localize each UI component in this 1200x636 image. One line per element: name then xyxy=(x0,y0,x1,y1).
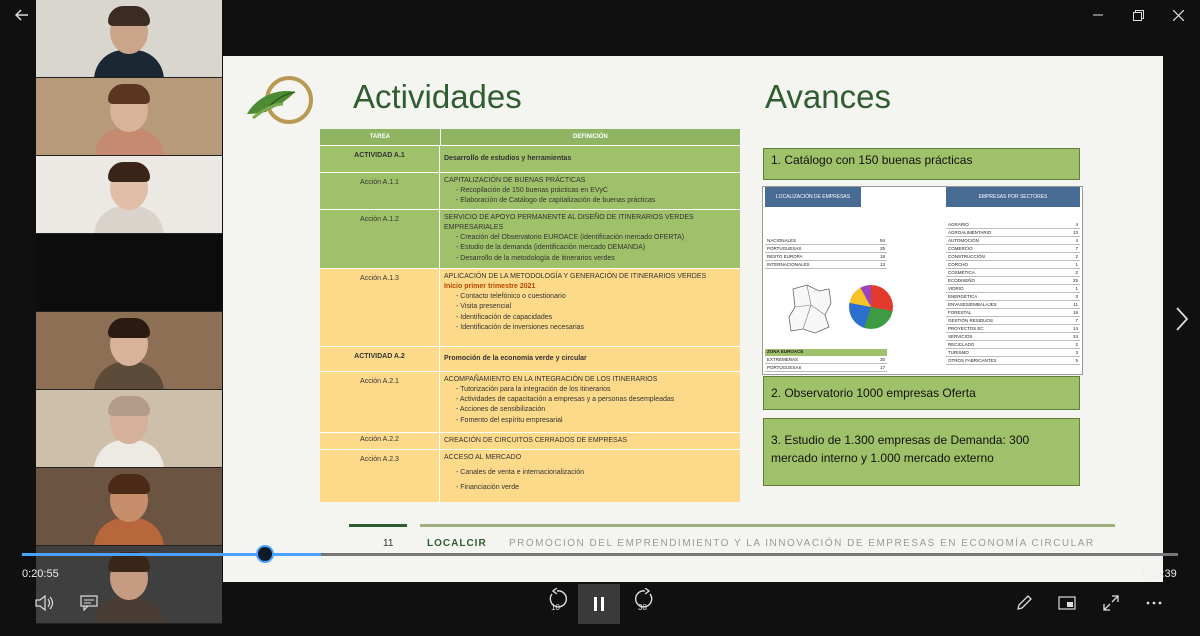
row-value: 94 xyxy=(879,238,885,243)
row-label: RECICLADO xyxy=(948,342,975,347)
table-row xyxy=(320,432,740,449)
avance-2: 2. Observatorio 1000 empresas Oferta xyxy=(763,376,1080,410)
table-row xyxy=(946,317,1080,325)
slide-title-actividades: Actividades xyxy=(353,78,522,115)
table-row xyxy=(946,221,1080,229)
avance-1: 1. Catálogo con 150 buenas prácticas xyxy=(763,148,1080,180)
table-row xyxy=(320,449,740,502)
list-item: - Recopilación de 150 buenas prácticas en EVyC xyxy=(444,186,736,196)
action-title: ACOMPAÑAMIENTO EN LA INTEGRACIÓN DE LOS ITINERARIOS xyxy=(444,376,658,383)
rewind-label: 10 xyxy=(551,603,560,612)
mini-view-icon[interactable] xyxy=(1055,592,1079,614)
list-item: - Actividades de capacitación a empresas y a personas desempleadas xyxy=(444,395,736,405)
table-row xyxy=(946,349,1080,357)
table-row xyxy=(946,341,1080,349)
header-tarea: TAREA xyxy=(320,129,441,145)
table-row xyxy=(946,269,1080,277)
elapsed-time: 0:20:55 xyxy=(22,568,59,580)
participant-hair xyxy=(108,84,150,104)
action-label: Acción A.2.3 xyxy=(320,450,440,502)
list-item: - Fomento del espíritu empresarial xyxy=(444,416,736,426)
table-row xyxy=(946,301,1080,309)
table-row xyxy=(946,237,1080,245)
action-definition xyxy=(440,450,740,502)
seek-thumb[interactable] xyxy=(256,545,274,563)
pie-chart-icon xyxy=(849,285,893,329)
seek-bar[interactable] xyxy=(22,553,1178,556)
action-label: Acción A.2.1 xyxy=(320,372,440,432)
localizacion-table xyxy=(765,237,887,269)
list-item: - Identificación de inversiones necesarias xyxy=(444,323,736,333)
volume-icon[interactable] xyxy=(34,592,56,614)
row-label: ENVASES/EMBALAJES xyxy=(948,302,997,307)
restore-button[interactable] xyxy=(1118,0,1158,30)
list-item: - Canales de venta e internacionalización xyxy=(444,468,736,478)
table-row xyxy=(765,356,887,364)
row-value: 7 xyxy=(1075,318,1078,323)
action-definition xyxy=(440,269,740,346)
table-row xyxy=(765,253,887,261)
fullscreen-icon[interactable] xyxy=(1099,592,1123,614)
participant-tile[interactable] xyxy=(36,234,222,312)
row-label: PORTUGUESAS xyxy=(767,365,802,370)
participant-hair xyxy=(108,162,150,182)
table-row xyxy=(320,209,740,268)
action-definition xyxy=(440,173,740,209)
list-item: - Desarrollo de la metodología de itinerarios verdes xyxy=(444,254,736,264)
list-item: - Tutorización para la integración de los itinerarios xyxy=(444,385,736,395)
table-row xyxy=(946,245,1080,253)
table-row xyxy=(946,333,1080,341)
action-label: Acción A.2.2 xyxy=(320,433,440,449)
participant-tile[interactable] xyxy=(36,78,222,156)
table-row xyxy=(946,357,1080,365)
chevron-right-icon[interactable] xyxy=(1175,306,1189,339)
table-header xyxy=(320,129,740,145)
action-note: Inicio primer trimestre 2021 xyxy=(444,283,536,291)
row-value: 14 xyxy=(1072,326,1078,331)
row-label: ENERGÉTICA xyxy=(948,294,978,299)
participant-tile[interactable] xyxy=(36,312,222,390)
table-row xyxy=(320,172,740,209)
action-title: ACCESO AL MERCADO xyxy=(444,454,522,461)
row-label: CONSTRUCCIÓN xyxy=(948,254,985,259)
participant-hair xyxy=(108,474,150,494)
back-arrow-icon[interactable] xyxy=(10,4,34,26)
activity-code: ACTIVIDAD A.2 xyxy=(320,347,440,371)
table-row xyxy=(320,371,740,432)
row-label: GESTIÓN RESIDUOS xyxy=(948,318,994,323)
table-row xyxy=(946,309,1080,317)
table-row xyxy=(765,261,887,269)
participant-tile[interactable] xyxy=(36,390,222,468)
footer-divider xyxy=(420,524,1115,527)
slide-title-avances: Avances xyxy=(765,78,891,115)
row-label: TURISMO xyxy=(948,350,969,355)
activity-title: Promoción de la economía verde y circular xyxy=(444,354,587,362)
more-options-icon[interactable] xyxy=(1142,592,1166,614)
action-title: CREACIÓN DE CIRCUITOS CERRADOS DE EMPRESAS xyxy=(444,437,628,444)
action-label: Acción A.1.1 xyxy=(320,173,440,209)
presentation-slide xyxy=(223,56,1163,582)
row-label: AGRARIO xyxy=(948,222,969,227)
table-row xyxy=(946,253,1080,261)
table-row xyxy=(765,245,887,253)
row-value: 7 xyxy=(1075,246,1078,251)
row-label: AUTOMOCIÓN xyxy=(948,238,979,243)
participant-tile[interactable] xyxy=(36,156,222,234)
action-label: Acción A.1.2 xyxy=(320,210,440,268)
seek-bar-progress xyxy=(22,553,321,556)
row-label: ECODISEÑO xyxy=(948,278,976,283)
list-item: - Identificación de capacidades xyxy=(444,313,736,323)
row-value: 24 xyxy=(1072,334,1078,339)
row-label: AGROALIMENTARIO xyxy=(948,230,992,235)
leaf-logo-icon xyxy=(243,74,313,126)
row-value: 3 xyxy=(1075,294,1078,299)
row-value: 11 xyxy=(1073,302,1078,307)
list-item: - Elaboración de Catálogo de capitalización de buenas prácticas xyxy=(444,196,736,206)
panel-header-localizacion: LOCALIZACIÓN DE EMPRESAS xyxy=(765,187,861,207)
row-value: 1 xyxy=(1075,262,1078,267)
participant-hair xyxy=(108,240,150,260)
row-value: 3 xyxy=(1075,350,1078,355)
row-label: PROYECTOS EC xyxy=(948,326,984,331)
row-label: RESTO EUROPA xyxy=(767,254,803,259)
row-value: 4 xyxy=(1075,238,1078,243)
action-title: SERVICIO DE APOYO PERMANENTE AL DISEÑO DE ITINERARIOS VERDES EMPRESARIALES xyxy=(444,214,694,232)
table-row xyxy=(765,237,887,245)
row-value: 18 xyxy=(879,254,885,259)
row-value: 13 xyxy=(1072,230,1078,235)
action-definition xyxy=(440,210,740,268)
table-row xyxy=(946,325,1080,333)
row-value: 2 xyxy=(1075,254,1078,259)
table-row xyxy=(765,364,887,372)
row-label: SERVICIOS xyxy=(948,334,973,339)
activity-row-a1 xyxy=(320,145,740,172)
captions-icon[interactable] xyxy=(78,592,100,614)
row-value: 5 xyxy=(1075,358,1078,363)
row-label: OTROS FABRICANTES xyxy=(948,358,997,363)
list-item: - Financiación verde xyxy=(444,483,736,493)
list-item: - Estudio de la demanda (identificación mercado DEMANDA) xyxy=(444,243,736,253)
header-definicion: DEFINICIÓN xyxy=(573,134,608,140)
action-definition xyxy=(440,372,740,432)
row-value: 13 xyxy=(879,262,885,267)
activity-title: Desarrollo de estudios y herramientas xyxy=(444,154,572,162)
panel-header-sectores: EMPRESAS POR SECTORES xyxy=(946,187,1080,207)
row-value: 1 xyxy=(1075,286,1078,291)
row-label: PORTUGUESAS xyxy=(767,246,802,251)
footer-brand: LOCALCIR xyxy=(427,538,487,549)
participant-tile[interactable] xyxy=(36,0,222,78)
pen-icon[interactable] xyxy=(1012,592,1036,614)
participant-hair xyxy=(108,396,150,416)
zona-euroace-table xyxy=(765,349,887,372)
minimize-button[interactable] xyxy=(1078,0,1118,30)
forward-label: 30 xyxy=(638,603,647,612)
row-value: 30 xyxy=(879,357,885,362)
participant-hair xyxy=(108,6,150,26)
empresas-panel xyxy=(762,186,1083,375)
list-item: - Contacto telefónico o cuestionario xyxy=(444,292,736,302)
pause-button[interactable] xyxy=(578,584,620,624)
footer-divider xyxy=(349,524,407,527)
action-title: CAPITALIZACIÓN DE BUENAS PRÁCTICAS xyxy=(444,177,586,184)
row-value: 25 xyxy=(879,246,885,251)
close-button[interactable] xyxy=(1158,0,1198,30)
sectores-table xyxy=(946,221,1080,365)
map-icon xyxy=(785,283,835,342)
table-row xyxy=(946,293,1080,301)
row-label: COMERCIO xyxy=(948,246,973,251)
row-label: VIDRIO xyxy=(948,286,964,291)
table-row xyxy=(946,277,1080,285)
row-value: 2 xyxy=(1075,342,1078,347)
row-value: 25 xyxy=(1072,278,1078,283)
list-item: - Creación del Observatorio EUROACE (identificación mercado OFERTA) xyxy=(444,233,736,243)
list-item: - Acciones de sensibilización xyxy=(444,405,736,415)
row-label: NACIONALES xyxy=(767,238,797,243)
row-value: 16 xyxy=(1072,310,1078,315)
row-label: INTERNACIONALES xyxy=(767,262,810,267)
total-time: 1:20:39 xyxy=(1140,568,1177,580)
action-title: APLICACIÓN DE LA METODOLOGÍA Y GENERACIÓN DE ITINERARIOS VERDES xyxy=(444,273,707,280)
row-label: EXTREMEÑAS xyxy=(767,357,799,362)
page-number: 11 xyxy=(383,538,394,549)
participants-column xyxy=(36,0,222,636)
table-row xyxy=(946,261,1080,269)
participant-hair xyxy=(108,318,150,338)
row-label: COSMÉTICA xyxy=(948,270,975,275)
table-row xyxy=(946,229,1080,237)
action-label: Acción A.1.3 xyxy=(320,269,440,346)
activities-table xyxy=(320,129,740,502)
row-label: CORCHO xyxy=(948,262,968,267)
list-item: - Visita presencial xyxy=(444,302,736,312)
row-value: 2 xyxy=(1075,270,1078,275)
participant-tile[interactable] xyxy=(36,468,222,546)
activity-code: ACTIVIDAD A.1 xyxy=(320,146,440,172)
zona-header: ZONA EUROACE xyxy=(765,349,887,356)
footer-tagline: PROMOCION DEL EMPRENDIMIENTO Y LA INNOVACIÓN DE EMPRESAS EN ECONOMÍA CIRCULAR xyxy=(509,538,1095,549)
row-label: FORESTAL xyxy=(948,310,972,315)
table-row xyxy=(946,285,1080,293)
table-row xyxy=(320,268,740,346)
row-value: 17 xyxy=(879,365,885,370)
avance-3: 3. Estudio de 1.300 empresas de Demanda: 300 mercado interno y 1.000 mercado externo xyxy=(763,418,1080,486)
row-value: 4 xyxy=(1075,222,1078,227)
activity-row-a2 xyxy=(320,346,740,371)
